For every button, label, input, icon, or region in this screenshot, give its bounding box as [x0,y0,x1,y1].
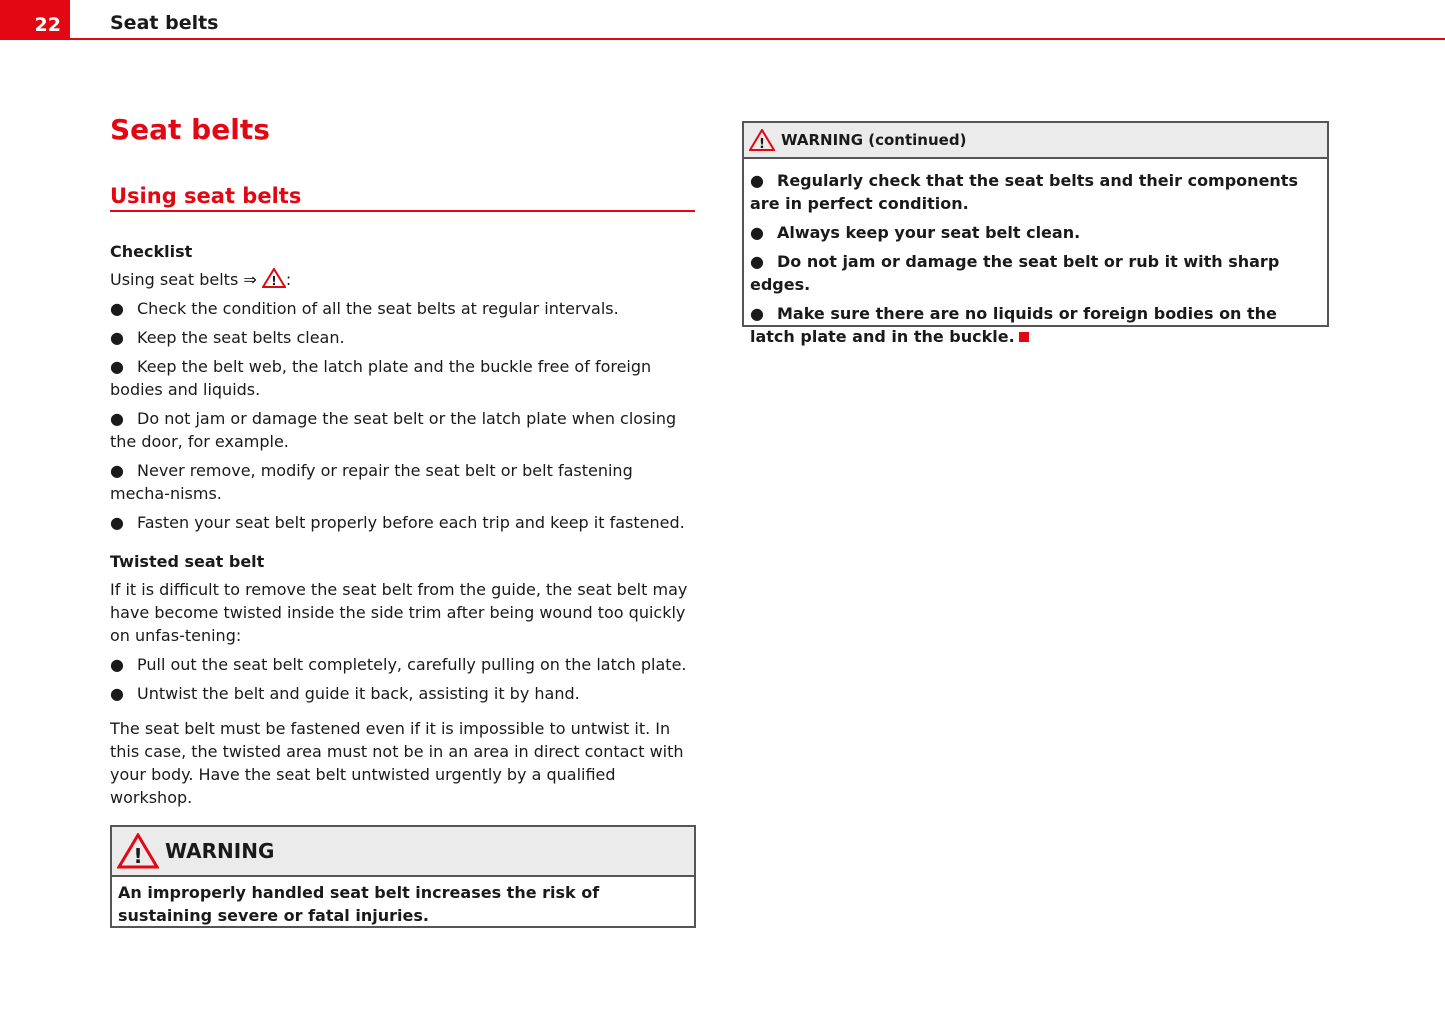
list-item: ● Keep the belt web, the latch plate and the buckle free of foreign bodies and liquids. [110,357,652,399]
section-title: Using seat belts [110,184,695,212]
svg-text:!: ! [271,274,277,288]
twisted-text: If it is difficult to remove the seat belt from the guide, the seat belt may have become twisted inside the side trim after being wound too quickly on unfas-tening: [110,580,688,645]
twisted-list [110,653,695,705]
warning-continued-box [742,121,1329,346]
list-item: ● Never remove, modify or repair the seat belt or belt fastening mecha-nisms. [110,461,633,503]
warning-text: An improperly handled seat belt increases the risk of sustaining severe or fatal injuries. [118,883,600,925]
twisted-closing: The seat belt must be fastened even if it is impossible to untwist it. In this case, the twisted area must not be in an area in direct contact with your body. Have the seat belt untwisted urgently by a qualified workshop. [110,719,684,807]
warning-continued-title: WARNING (continued) [781,131,967,149]
header-rule [70,38,1445,40]
left-column [110,240,695,809]
warning-title: WARNING [165,839,275,863]
page-title: Seat belts [110,113,270,146]
list-item: ● Keep the seat belts clean. [110,328,345,347]
checklist-heading: Checklist [110,242,193,261]
end-of-section-marker [1019,332,1029,342]
running-header: Seat belts [110,12,219,34]
list-item: ● Do not jam or damage the seat belt or the latch plate when closing the door, for example. [110,409,677,451]
list-item: ● Fasten your seat belt properly before each trip and keep it fastened. [110,513,685,532]
warning-triangle-icon [749,129,775,151]
checklist-list [110,297,695,534]
twisted-heading: Twisted seat belt [110,552,265,571]
warning-triangle-icon [117,833,159,869]
list-item: ● Regularly check that the seat belts and their components are in perfect condition. [750,171,1298,213]
warning-continued-list [744,159,1327,352]
list-item: ● Check the condition of all the seat belts at regular intervals. [110,299,619,318]
list-item: ● Untwist the belt and guide it back, assisting it by hand. [110,684,580,703]
svg-text:!: ! [759,137,765,151]
warning-triangle-icon [262,268,286,288]
checklist-intro [110,268,695,291]
intro-text: Using seat belts ⇒ [110,270,262,289]
warning-box [110,825,696,928]
warning-continued-header [744,123,1327,159]
list-item: ● Do not jam or damage the seat belt or rub it with sharp edges. [750,252,1280,294]
list-item: ● Make sure there are no liquids or foreign bodies on the latch plate and in the buckle. [750,304,1277,346]
list-item: ● Pull out the seat belt completely, carefully pulling on the latch plate. [110,655,687,674]
svg-text:!: ! [133,844,143,868]
warning-header [112,827,694,877]
page-number: 22 [0,0,70,40]
list-item: ● Always keep your seat belt clean. [750,223,1081,242]
intro-colon: : [285,270,292,289]
